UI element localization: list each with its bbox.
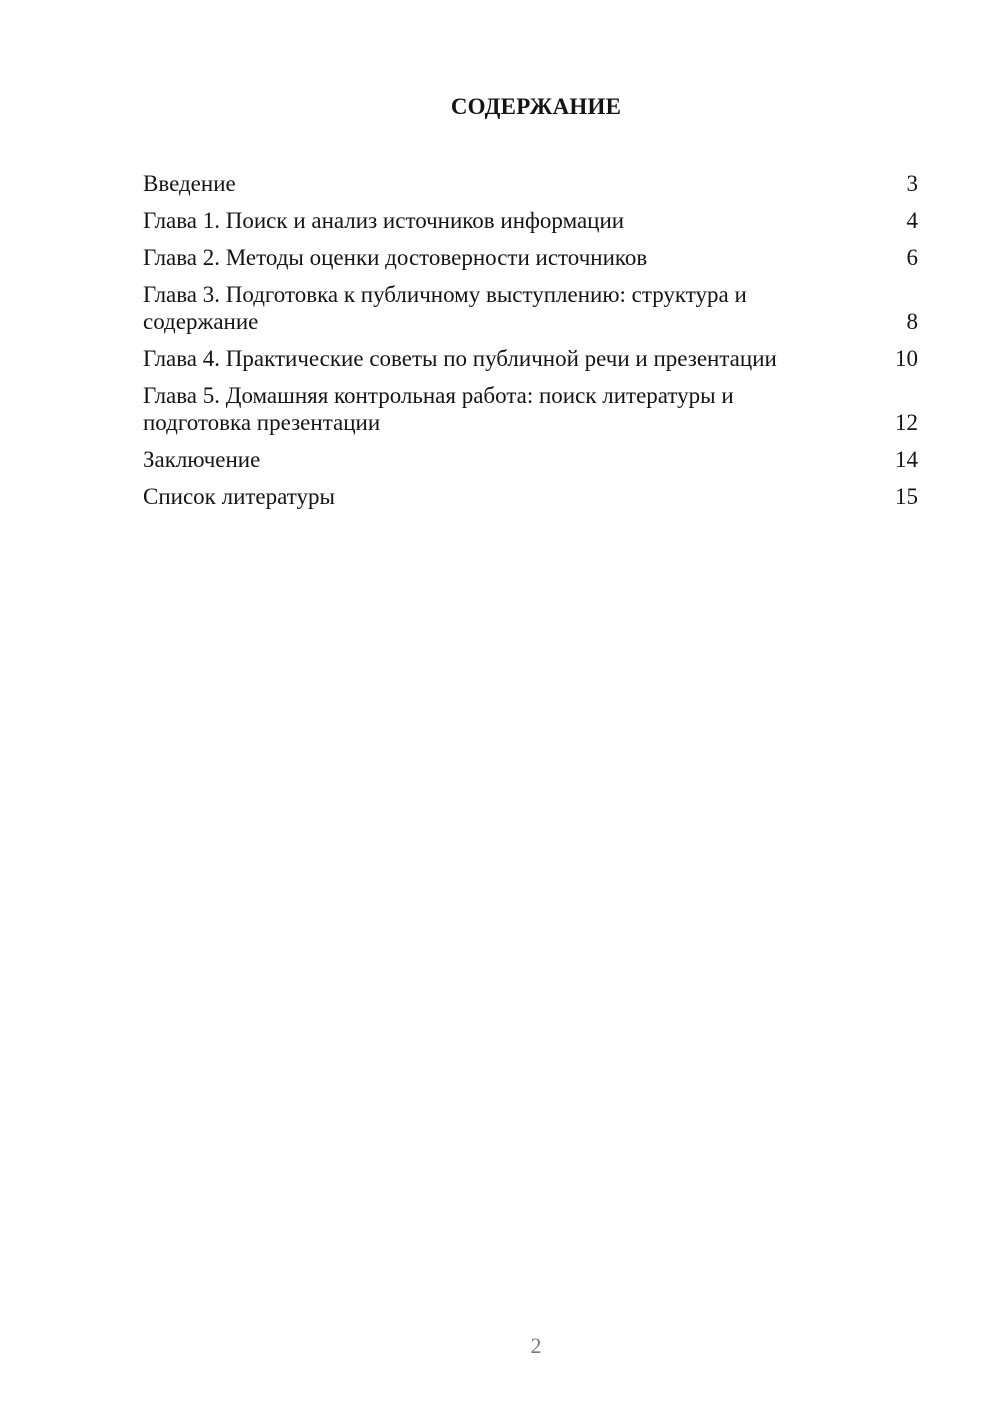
toc-entry-chapter-5[interactable] [143,382,918,436]
toc-entry-page: 6 [906,245,918,270]
toc-entry-page: 3 [906,171,918,196]
table-of-contents [143,170,918,520]
toc-entry-page: 8 [906,309,918,334]
toc-entry-chapter-1[interactable] [143,207,918,234]
toc-entry-page: 15 [895,484,918,509]
toc-entry-page: 12 [895,410,918,435]
toc-entry-page: 4 [906,208,918,233]
toc-entry-label: Глава 3. Подготовка к публичному выступлению: структура и содержание [143,282,747,334]
page-title: СОДЕРЖАНИЕ [450,94,622,119]
toc-entry-page: 14 [895,447,918,472]
toc-entry-label: Заключение [143,447,261,472]
toc-entry-introduction[interactable] [143,170,918,197]
toc-entry-label: Глава 2. Методы оценки достоверности источников [143,245,648,270]
toc-entry-bibliography[interactable] [143,483,918,510]
toc-entry-chapter-2[interactable] [143,244,918,271]
toc-entry-label: Глава 5. Домашняя контрольная работа: поиск литературы и подготовка презентации [143,383,734,435]
page-number: 2 [530,1333,542,1358]
toc-entry-page: 10 [895,346,918,371]
toc-entry-label: Список литературы [143,484,335,509]
toc-entry-chapter-4[interactable] [143,345,918,372]
toc-entry-label: Глава 1. Поиск и анализ источников информации [143,208,625,233]
toc-entry-chapter-3[interactable] [143,281,918,335]
toc-entry-label: Введение [143,171,236,196]
toc-entry-label: Глава 4. Практические советы по публичной речи и презентации [143,346,777,371]
toc-entry-conclusion[interactable] [143,446,918,473]
